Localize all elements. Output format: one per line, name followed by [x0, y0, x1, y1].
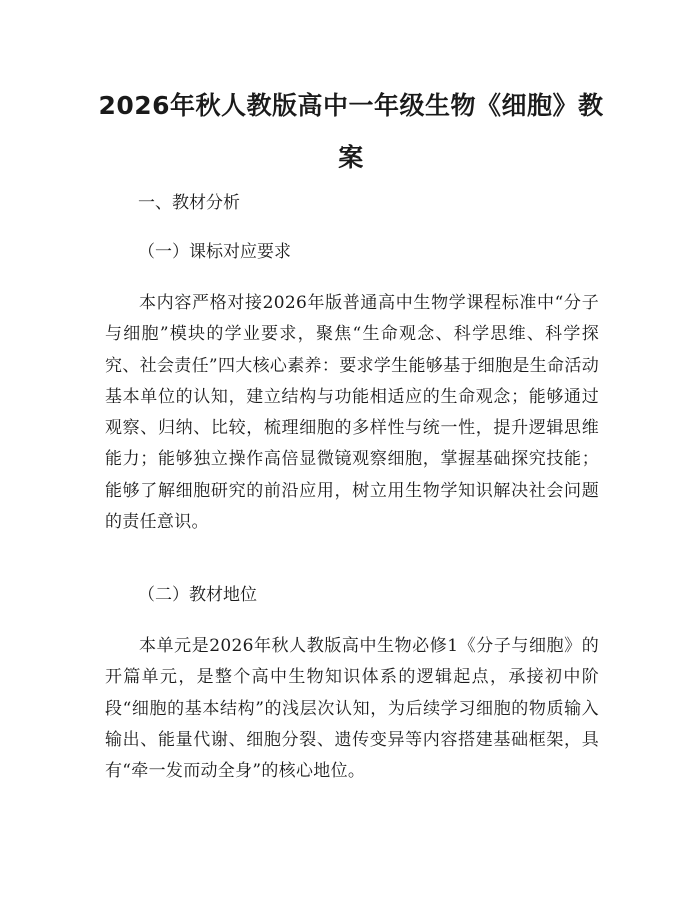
document-title: 2026年秋人教版高中一年级生物《细胞》教案 — [98, 91, 604, 172]
section-heading-textbook-analysis: 一、教材分析 — [138, 193, 240, 213]
paragraph-textbook-position: 本单元是2026年秋人教版高中生物必修1《分子与细胞》的开篇单元，是整个高中生物知识体系的逻辑起点，承接初中阶段“细胞的基本结构”的浅层次认知，为后续学习细胞的物质输入输出、能量代谢、细胞分裂、遗传变异等内容搭建基础框架，具有“牵一发而动全身”的核心地位。 — [105, 636, 599, 782]
paragraph-curriculum-requirements: 本内容严格对接2026年版普通高中生物学课程标准中“分子与细胞”模块的学业要求，聚焦“生命观念、科学思维、科学探究、社会责任”四大核心素养：要求学生能够基于细胞是生命活动基本单位的认知，建立结构与功能相适应的生命观念；能够通过观察、归纳、比较，梳理细胞的多样性与统一性，提升逻辑思维能力；能够独立操作高倍显微镜观察细胞，掌握基础探究技能；能够了解细胞研究的前沿应用，树立用生物学知识解决社会问题的责任意识。 — [105, 293, 599, 533]
subsection-heading-textbook-position: （二）教材地位 — [138, 585, 257, 605]
subsection-heading-curriculum-requirements: （一）课标对应要求 — [138, 242, 291, 262]
